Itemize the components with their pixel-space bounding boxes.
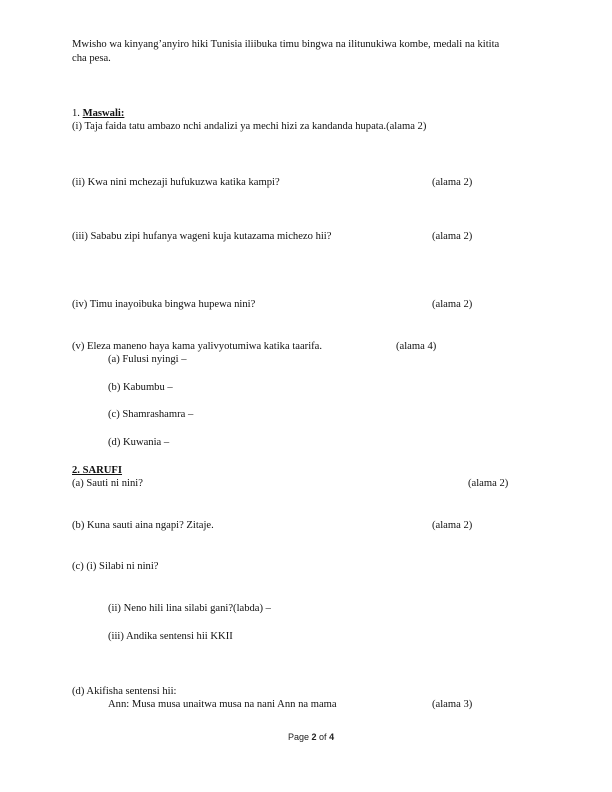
question-iv-marks: (alama 2) [432,299,473,310]
question-v: (v) Eleza maneno haya kama yalivyotumiwa katika taarifa. [72,341,323,352]
footer-middle: of [316,732,330,742]
footer-total-pages: 4 [329,732,335,742]
footer-prefix: Page [288,732,312,742]
footer-current-page: 2 [311,732,317,742]
question-ii: (ii) Kwa nini mchezaji hufukuzwa katika kampi? [72,177,280,188]
sub-item-d: (d) Kuwania – [108,437,170,448]
page-number-footer [288,731,334,744]
sarufi-a: (a) Sauti ni nini? [72,478,143,489]
sarufi-c-iii: (iii) Andika sentensi hii KKII [108,631,233,642]
sarufi-d-sentence: Ann: Musa musa unaitwa musa na nani Ann na mama [108,699,337,710]
section-1-heading [72,107,124,120]
sarufi-d-marks: (alama 3) [432,699,473,710]
question-v-marks: (alama 4) [396,341,437,352]
question-ii-marks: (alama 2) [432,177,473,188]
sub-item-b: (b) Kabumbu – [108,382,173,393]
section-2-title: 2. SARUFI [72,465,123,476]
question-iii-marks: (alama 2) [432,231,473,242]
intro-line-1: Mwisho wa kinyang’anyiro hiki Tunisia iliibuka timu bingwa na ilitunukiwa kombe, medali na kitita [72,39,500,50]
intro-line-2: cha pesa. [72,53,111,64]
sarufi-b-marks: (alama 2) [432,520,473,531]
sarufi-b: (b) Kuna sauti aina ngapi? Zitaje. [72,520,214,531]
sarufi-c-i: (c) (i) Silabi ni nini? [72,561,159,572]
section-1-title: Maswali: [82,108,125,119]
question-iii: (iii) Sababu zipi hufanya wageni kuja kutazama michezo hii? [72,231,332,242]
section-1-number: 1. [72,108,83,119]
question-iv: (iv) Timu inayoibuka bingwa hupewa nini? [72,299,256,310]
sub-item-c: (c) Shamrashamra – [108,409,194,420]
question-i: (i) Taja faida tatu ambazo nchi andalizi ya mechi hizi za kandanda hupata.(alama 2) [72,121,427,132]
sub-item-a: (a) Fulusi nyingi – [108,354,187,365]
sarufi-a-marks: (alama 2) [468,478,509,489]
sarufi-d: (d) Akifisha sentensi hii: [72,686,177,697]
sarufi-c-ii: (ii) Neno hili lina silabi gani?(labda) – [108,603,271,614]
